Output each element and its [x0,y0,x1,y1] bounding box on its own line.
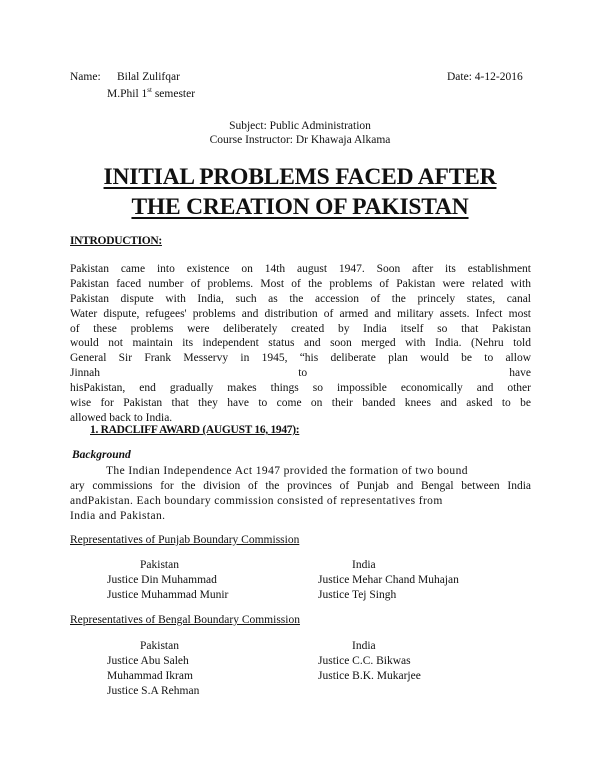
subject-line: Subject: Public Administration [229,120,371,132]
bengal-india-label: India [352,640,376,652]
paragraph-line: Pakistan came into existence on 14th august 1947. Soon after its establishment [70,263,531,275]
punjab-pakistan-label: Pakistan [140,559,179,571]
list-item: Justice B.K. Mukarjee [318,669,421,682]
paragraph-line: General Sir Frank Messervy in 1945, “his deliberate plan would be to allow [70,352,531,365]
bengal-pakistan-label: Pakistan [140,640,179,652]
paragraph-line: ary commissions for the division of the provinces of Punjab and Bengal between India [70,479,531,492]
program-line: M.Phil 1st semester [107,86,196,100]
name-label: Name: [70,71,101,83]
list-item: Justice Mehar Chand Muhajan [318,574,459,586]
paragraph-line: The Indian Independence Act 1947 provided the formation of two bound [106,465,468,477]
bengal-india-list [318,654,421,684]
paragraph-line: allowed back to India. [70,411,173,424]
section-1-heading: 1. RADCLIFF AWARD (AUGUST 16, 1947): [90,424,300,436]
document-date: Date: 4-12-2016 [447,71,523,83]
paragraph-line: would not maintain its independent status and soon merged with India. (Nehru told [70,337,531,350]
paragraph-line: Pakistan dispute with India, such as the accession of the princely states, canal [70,292,531,305]
paragraph-line: Pakistan faced number of problems. Most of the problems of Pakistan were related with [70,277,531,290]
introduction-heading: INTRODUCTION: [70,235,162,247]
list-item: Justice Tej Singh [318,588,397,601]
paragraph-line: Jinnah to have [70,367,531,380]
list-item: Muhammad Ikram [107,669,193,682]
instructor-line: Course Instructor: Dr Khawaja Alkama [209,134,391,146]
punjab-india-list [318,573,459,603]
background-subheading: Background [72,449,131,461]
document-title-line-1: INITIAL PROBLEMS FACED AFTER [103,164,497,190]
bengal-pakistan-list [107,654,199,698]
document-title-line-2: THE CREATION OF PAKISTAN [131,194,469,220]
paragraph-line: wise for Pakistan that they have to come on their banded knees and asked to be [70,397,531,410]
list-item: Justice Din Muhammad [107,574,217,586]
paragraph-line: andPakistan. Each boundary commission consisted of representatives from [70,494,443,507]
list-item: Justice C.C. Bikwas [318,655,411,667]
paragraph-line: of these problems were deliberately created by India itself so that Pakistan [70,322,531,335]
background-paragraph [70,464,531,524]
student-name: Bilal Zulifqar [117,71,180,83]
paragraph-line: Water dispute, refugees' problems and distribution of armed and military assets. Infect most [70,307,531,320]
punjab-commission-heading: Representatives of Punjab Boundary Commission [70,534,300,546]
list-item: Justice Abu Saleh [107,655,189,667]
paragraph-line: hisPakistan, end gradually makes things so impossible economically and other [70,382,531,395]
punjab-india-label: India [352,559,376,571]
introduction-paragraph [70,262,531,426]
bengal-commission-heading: Representatives of Bengal Boundary Commission [70,614,300,626]
list-item: Justice S.A Rehman [107,684,200,697]
paragraph-line: India and Pakistan. [70,509,166,522]
punjab-pakistan-list [107,573,228,603]
list-item: Justice Muhammad Munir [107,588,229,601]
